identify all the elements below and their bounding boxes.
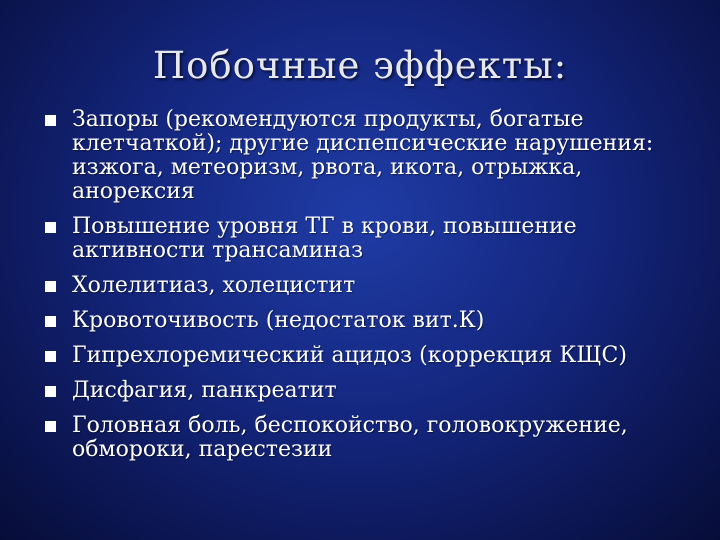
list-item-text: Гипрехлоремический ацидоз (коррекция КЩС) xyxy=(72,343,627,368)
list-item-text: Повышение уровня ТГ в крови, повышение активности трансаминаз xyxy=(72,214,577,263)
list-item xyxy=(0,108,720,204)
square-bullet-icon xyxy=(45,281,56,292)
list-item xyxy=(0,414,720,462)
square-bullet-icon xyxy=(45,316,56,327)
list-item-text: Запоры (рекомендуются продукты, богатые клетчаткой); другие диспепсические нарушения: изжога, метеоризм, рвота, икота, отрыжка, анорексия xyxy=(72,107,654,204)
square-bullet-icon xyxy=(45,386,56,397)
list-item-text: Холелитиаз, холецистит xyxy=(72,273,356,298)
slide-title: Побочные эффекты: xyxy=(152,44,568,87)
square-bullet-icon xyxy=(45,421,56,432)
list-item xyxy=(0,274,720,298)
list-item xyxy=(0,379,720,403)
square-bullet-icon xyxy=(45,115,56,126)
list-item-text: Дисфагия, панкреатит xyxy=(72,378,337,403)
list-item-text: Головная боль, беспокойство, головокружение, обмороки, парестезии xyxy=(72,413,628,462)
list-item xyxy=(0,309,720,333)
bullet-list xyxy=(0,108,720,473)
list-item xyxy=(0,344,720,368)
square-bullet-icon xyxy=(45,222,56,233)
list-item xyxy=(0,215,720,263)
square-bullet-icon xyxy=(45,351,56,362)
list-item-text: Кровоточивость (недостаток вит.К) xyxy=(72,308,485,333)
